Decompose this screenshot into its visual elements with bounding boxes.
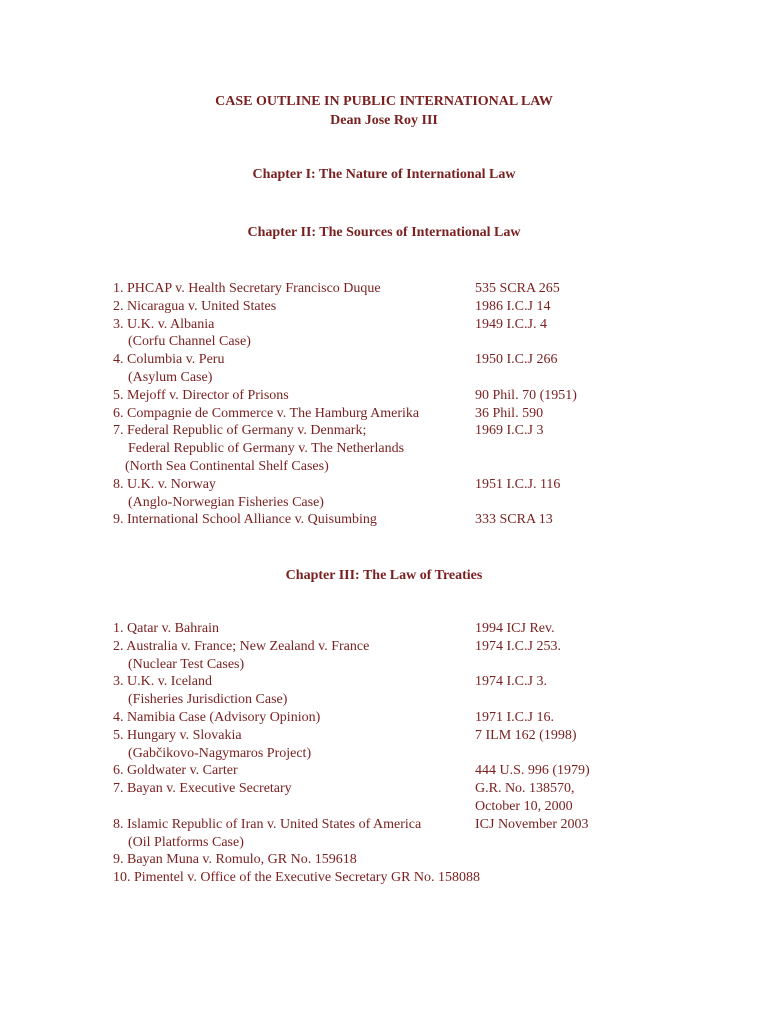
- case-row: [113, 869, 673, 887]
- case-citation: 535 SCRA 265: [475, 281, 560, 296]
- treaties-case-list: [113, 620, 673, 887]
- case-name: 6. Goldwater v. Carter: [113, 763, 238, 779]
- case-subtitle: (Oil Platforms Case): [128, 834, 244, 850]
- case-name: 10. Pimentel v. Office of the Executive Secretary GR No. 158088: [113, 870, 481, 886]
- case-citation: 1986 I.C.J 14: [475, 298, 551, 314]
- case-row: [113, 745, 673, 763]
- case-name: 4. Namibia Case (Advisory Opinion): [113, 709, 321, 725]
- case-citation: 36 Phil. 590: [475, 405, 544, 421]
- case-citation: G.R. No. 138570,: [475, 781, 575, 797]
- case-row: [113, 422, 673, 440]
- case-name: 4. Columbia v. Peru: [113, 352, 225, 368]
- case-name: 3. U.K. v. Iceland: [113, 674, 213, 690]
- case-subtitle: (North Sea Continental Shelf Cases): [125, 458, 329, 474]
- case-citation: 90 Phil. 70 (1951): [475, 387, 577, 403]
- chapter-1-heading: Chapter I: The Nature of International Law: [252, 167, 516, 182]
- case-row: [113, 369, 673, 387]
- case-name: 1. Qatar v. Bahrain: [113, 621, 219, 636]
- case-subtitle: (Corfu Channel Case): [128, 334, 251, 350]
- case-subtitle: (Fisheries Jurisdiction Case): [128, 692, 288, 708]
- case-citation: 1951 I.C.J. 116: [475, 476, 561, 492]
- case-citation: 444 U.S. 996 (1979): [475, 763, 590, 779]
- case-name: 2. Australia v. France; New Zealand v. France: [113, 638, 370, 654]
- case-name-continued: Federal Republic of Germany v. The Netherlands: [128, 441, 405, 457]
- case-row: [113, 851, 673, 869]
- case-name: 9. Bayan Muna v. Romulo, GR No. 159618: [113, 852, 357, 868]
- case-row: [113, 405, 673, 423]
- case-row: [113, 691, 673, 709]
- case-row: [113, 834, 673, 852]
- case-row: [113, 727, 673, 745]
- case-subtitle: (Gabčikovo-Nagymaros Project): [128, 745, 312, 761]
- case-row: [113, 440, 673, 458]
- case-row: [113, 280, 673, 298]
- sources-case-list: [113, 280, 673, 529]
- case-citation: 1974 I.C.J 253.: [475, 638, 561, 654]
- case-row: [113, 333, 673, 351]
- case-row: [113, 458, 673, 476]
- case-subtitle: (Anglo-Norwegian Fisheries Case): [128, 494, 324, 510]
- case-name: 6. Compagnie de Commerce v. The Hamburg Amerika: [113, 405, 420, 421]
- case-row: [113, 673, 673, 691]
- case-row: [113, 709, 673, 727]
- case-row: [113, 494, 673, 512]
- case-row: [113, 656, 673, 674]
- case-name: 5. Mejoff v. Director of Prisons: [113, 387, 289, 403]
- case-row: [113, 816, 673, 834]
- case-name: 9. International School Alliance v. Quisumbing: [113, 512, 377, 528]
- case-row: [113, 511, 673, 529]
- case-name: 3. U.K. v. Albania: [113, 316, 215, 332]
- case-name: 7. Federal Republic of Germany v. Denmark;: [113, 423, 367, 439]
- case-row: [113, 298, 673, 316]
- case-row: [113, 638, 673, 656]
- case-subtitle: (Asylum Case): [128, 369, 213, 385]
- case-citation: 1994 ICJ Rev.: [475, 621, 555, 636]
- case-row: [113, 780, 673, 798]
- case-row: [113, 762, 673, 780]
- case-name: 5. Hungary v. Slovakia: [113, 727, 242, 743]
- case-name: 2. Nicaragua v. United States: [113, 298, 277, 314]
- case-citation: 1974 I.C.J 3.: [475, 674, 547, 690]
- case-citation: 1949 I.C.J. 4: [475, 316, 547, 332]
- case-citation: 333 SCRA 13: [475, 512, 553, 528]
- case-row: [113, 798, 673, 816]
- case-citation: 7 ILM 162 (1998): [475, 727, 577, 743]
- case-citation: ICJ November 2003: [475, 816, 589, 832]
- case-row: [113, 476, 673, 494]
- case-row: [113, 351, 673, 369]
- document-title: CASE OUTLINE IN PUBLIC INTERNATIONAL LAW: [215, 94, 553, 109]
- case-citation-continued: October 10, 2000: [475, 798, 573, 814]
- chapter-3-heading: Chapter III: The Law of Treaties: [285, 568, 483, 583]
- case-row: [113, 620, 673, 638]
- case-name: 8. Islamic Republic of Iran v. United States of America: [113, 816, 422, 832]
- case-name: 8. U.K. v. Norway: [113, 476, 216, 492]
- case-name: 7. Bayan v. Executive Secretary: [113, 781, 292, 797]
- case-row: [113, 387, 673, 405]
- case-citation: 1950 I.C.J 266: [475, 352, 558, 368]
- case-name: 1. PHCAP v. Health Secretary Francisco Duque: [113, 281, 381, 296]
- case-citation: 1969 I.C.J 3: [475, 423, 544, 439]
- case-subtitle: (Nuclear Test Cases): [128, 656, 245, 672]
- case-row: [113, 316, 673, 334]
- chapter-2-heading: Chapter II: The Sources of International Law: [247, 225, 521, 240]
- document-author: Dean Jose Roy III: [330, 113, 438, 128]
- case-citation: 1971 I.C.J 16.: [475, 709, 554, 725]
